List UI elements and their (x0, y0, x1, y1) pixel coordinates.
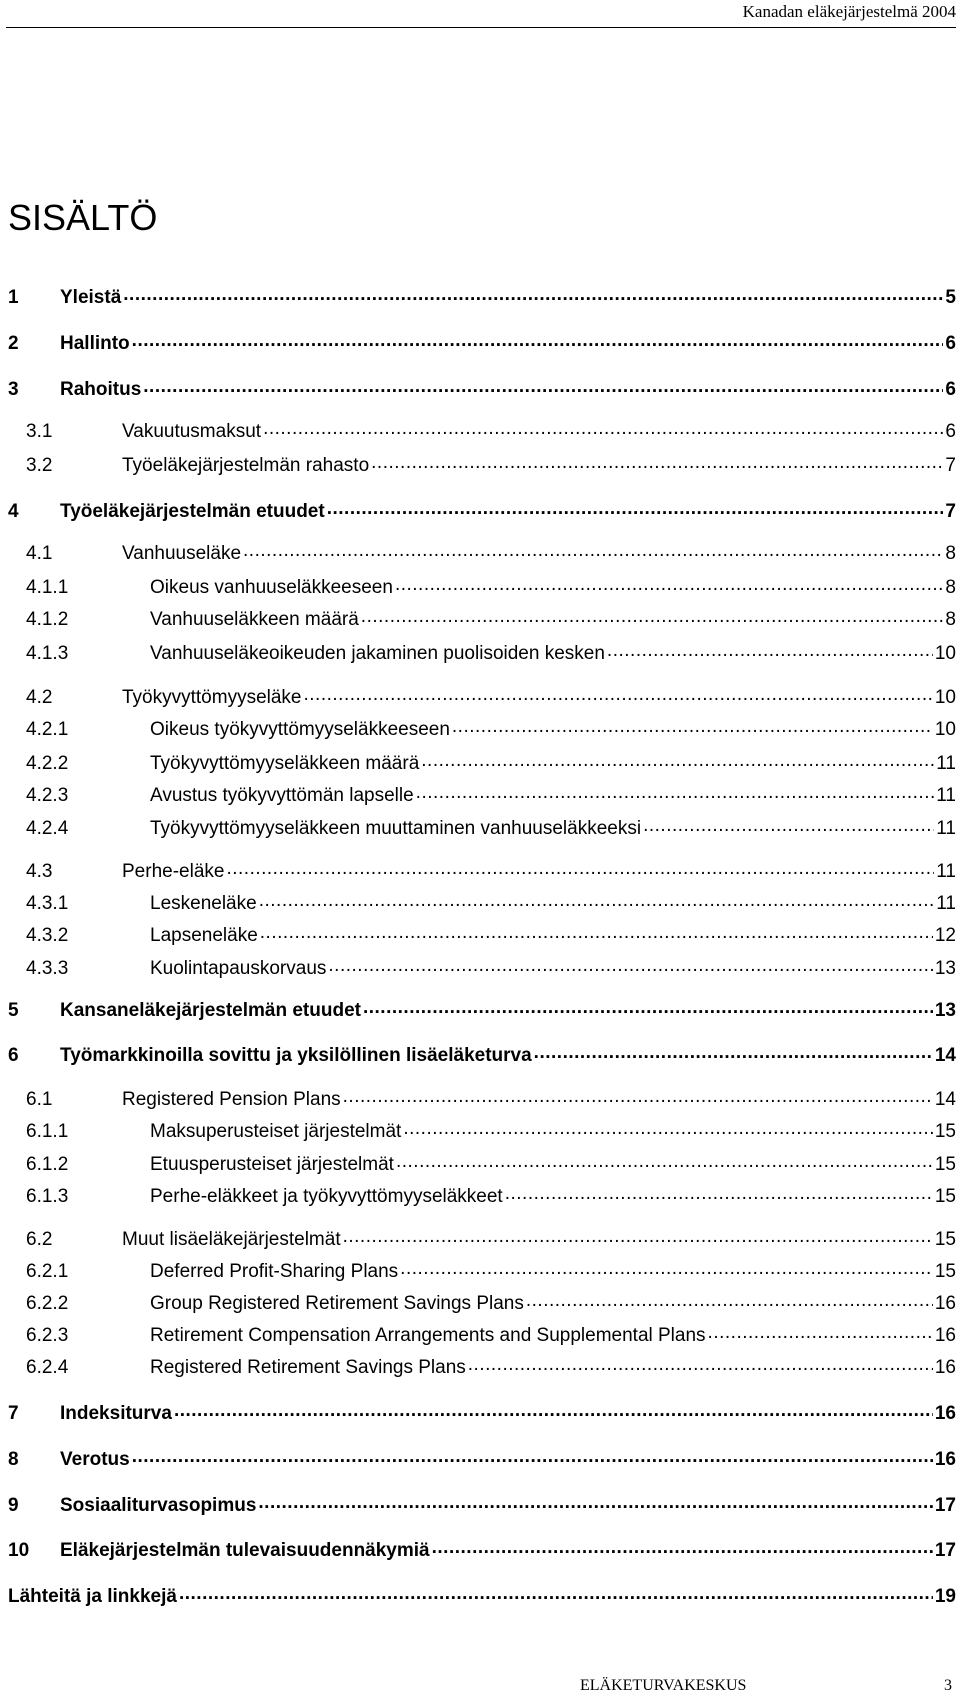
toc-entry-title: Työmarkkinoilla sovittu ja yksilöllinen lisäeläketurva (60, 1045, 532, 1066)
footer-page-number: 3 (944, 1677, 952, 1694)
toc-entry[interactable] (8, 1354, 956, 1378)
toc-entry-number: 5 (8, 1000, 19, 1021)
toc-entry-page: 10 (934, 719, 956, 740)
toc-entry-number: 6.2.1 (26, 1261, 69, 1282)
toc-dot-leader (468, 1354, 933, 1373)
toc-entry-title: Yleistä (60, 287, 122, 308)
toc-entry-title: Etuusperusteiset järjestelmät (150, 1154, 394, 1175)
toc-entry[interactable] (8, 574, 956, 598)
toc-entry-number: 6.1.1 (26, 1121, 69, 1142)
toc-dot-leader (263, 418, 943, 437)
running-footer (580, 1676, 952, 1696)
toc-entry[interactable] (8, 284, 956, 308)
toc-entry-page: 19 (934, 1586, 956, 1607)
toc-entry-title: Perhe-eläke (122, 861, 225, 882)
toc-dot-leader (304, 684, 933, 703)
toc-entry[interactable] (8, 1042, 956, 1066)
toc-entry-page: 6 (945, 421, 956, 442)
toc-entry-title: Työkyvyttömyyseläkkeen määrä (150, 753, 420, 774)
toc-dot-leader (526, 1290, 933, 1309)
toc-entry-title: Registered Retirement Savings Plans (150, 1357, 466, 1378)
toc-entry-number: 10 (8, 1540, 30, 1561)
toc-entry-title: Leskeneläke (150, 893, 257, 914)
toc-entry[interactable] (8, 922, 956, 946)
toc-entry-number: 1 (8, 287, 19, 308)
toc-entry[interactable] (8, 418, 956, 442)
toc-entry[interactable] (8, 376, 956, 400)
toc-entry[interactable] (8, 1446, 956, 1470)
toc-entry-page: 15 (934, 1261, 956, 1282)
toc-entry-page: 5 (945, 287, 956, 308)
toc-entry[interactable] (8, 1492, 956, 1516)
toc-entry-title: Kuolintapauskorvaus (150, 958, 327, 979)
toc-entry-title: Vanhuuseläkeoikeuden jakaminen puolisoiden kesken (150, 643, 605, 664)
toc-dot-leader (371, 452, 943, 471)
toc-entry[interactable] (8, 1322, 956, 1346)
toc-entry-title: Hallinto (60, 333, 130, 354)
toc-entry-number: 6.1 (26, 1089, 53, 1110)
toc-entry-title: Muut lisäeläkejärjestelmät (122, 1229, 341, 1250)
toc-entry-number: 4 (8, 501, 19, 522)
toc-entry-title: Lapseneläke (150, 925, 258, 946)
toc-entry-page: 16 (934, 1293, 956, 1314)
toc-entry-page: 16 (934, 1403, 956, 1424)
toc-entry-number: 4.1.2 (26, 609, 69, 630)
toc-dot-leader (132, 330, 944, 349)
toc-entry[interactable] (8, 997, 956, 1021)
toc-entry-page: 7 (945, 501, 956, 522)
toc-dot-leader (416, 782, 935, 801)
toc-entry[interactable] (8, 540, 956, 564)
toc-dot-leader (226, 858, 934, 877)
toc-entry-title: Rahoitus (60, 379, 142, 400)
toc-dot-leader (143, 376, 943, 395)
toc-entry-title: Vakuutusmaksut (122, 421, 262, 442)
toc-entry-title: Työeläkejärjestelmän etuudet (60, 501, 325, 522)
toc-entry-page: 17 (934, 1495, 956, 1516)
toc-dot-leader (343, 1086, 933, 1105)
toc-entry-number: 3.2 (26, 455, 53, 476)
toc-entry-number: 3 (8, 379, 19, 400)
toc-entry[interactable] (8, 640, 956, 664)
toc-entry[interactable] (8, 955, 956, 979)
toc-entry-number: 4.2.2 (26, 753, 69, 774)
toc-entry-page: 13 (934, 958, 956, 979)
toc-entry[interactable] (8, 1400, 956, 1424)
toc-entry-number: 6.1.2 (26, 1154, 69, 1175)
toc-dot-leader (259, 890, 935, 909)
toc-dot-leader (258, 1492, 932, 1511)
toc-entry[interactable] (8, 858, 956, 882)
toc-entry[interactable] (8, 782, 956, 806)
toc-entry-page: 16 (934, 1325, 956, 1346)
toc-entry-number: 6.2.4 (26, 1357, 69, 1378)
toc-entry[interactable] (8, 1537, 956, 1561)
toc-entry[interactable] (8, 498, 956, 522)
toc-entry-title: Maksuperusteiset järjestelmät (150, 1121, 402, 1142)
toc-entry-page: 6 (945, 379, 956, 400)
toc-entry-number: 6.2.2 (26, 1293, 69, 1314)
toc-entry[interactable] (8, 452, 956, 476)
toc-dot-leader (328, 955, 932, 974)
toc-dot-leader (327, 498, 944, 517)
toc-entry-title: Työkyvyttömyyseläke (122, 687, 302, 708)
toc-entry[interactable] (8, 1151, 956, 1175)
toc-entry-number: 6.2.3 (26, 1325, 69, 1346)
toc-dot-leader (534, 1042, 933, 1061)
toc-entry-title: Vanhuuseläke (122, 543, 242, 564)
toc-entry-title: Oikeus vanhuuseläkkeeseen (150, 577, 393, 598)
toc-entry-number: 8 (8, 1449, 19, 1470)
toc-entry-page: 17 (934, 1540, 956, 1561)
toc-dot-leader (243, 540, 943, 559)
toc-entry-page: 14 (934, 1045, 956, 1066)
toc-entry-page: 16 (934, 1357, 956, 1378)
toc-entry-title: Avustus työkyvyttömän lapselle (150, 785, 414, 806)
toc-entry-page: 11 (936, 818, 956, 839)
toc-entry-number: 4.1 (26, 543, 53, 564)
toc-entry-title: Registered Pension Plans (122, 1089, 341, 1110)
toc-entry-page: 8 (945, 609, 956, 630)
toc-entry-page: 12 (934, 925, 956, 946)
toc-entry[interactable] (8, 1118, 956, 1142)
toc-dot-leader (505, 1183, 933, 1202)
toc-entry-number: 4.2 (26, 687, 53, 708)
toc-entry[interactable] (8, 1258, 956, 1282)
toc-entry-page: 15 (934, 1121, 956, 1142)
toc-entry-number: 6.2 (26, 1229, 53, 1250)
toc-entry-page: 16 (934, 1449, 956, 1470)
toc-entry-title: Sosiaaliturvasopimus (60, 1495, 257, 1516)
toc-entry-page: 14 (934, 1089, 956, 1110)
toc-entry-number: 7 (8, 1403, 19, 1424)
toc-entry-title: Perhe-eläkkeet ja työkyvyttömyyseläkkeet (150, 1186, 503, 1207)
toc-entry-title: Verotus (60, 1449, 130, 1470)
toc-entry[interactable] (8, 750, 956, 774)
toc-entry-title: Vanhuuseläkkeen määrä (150, 609, 359, 630)
toc-entry-title: Työkyvyttömyyseläkkeen muuttaminen vanhuuseläkkeeksi (150, 818, 642, 839)
toc-dot-leader (363, 997, 933, 1016)
running-header-title: Kanadan eläkejärjestelmä 2004 (742, 2, 956, 21)
toc-entry-title: Deferred Profit-Sharing Plans (150, 1261, 399, 1282)
toc-entry-page: 11 (936, 785, 956, 806)
toc-dot-leader (396, 1151, 933, 1170)
toc-entry-page: 10 (934, 687, 956, 708)
toc-entry[interactable] (8, 1290, 956, 1314)
toc-entry-page: 15 (934, 1154, 956, 1175)
toc-entry-number: 4.2.4 (26, 818, 69, 839)
toc-entry[interactable] (8, 606, 956, 630)
toc-entry-number: 4.3.2 (26, 925, 69, 946)
toc-entry-page: 11 (936, 753, 956, 774)
toc-entry-title: Retirement Compensation Arrangements and Supplemental Plans (150, 1325, 706, 1346)
toc-entry-number: 9 (8, 1495, 19, 1516)
toc-dot-leader (260, 922, 933, 941)
toc-entry-title: Indeksiturva (60, 1403, 172, 1424)
toc-entry-title: Lähteitä ja linkkejä (8, 1586, 177, 1607)
toc-entry[interactable] (8, 815, 956, 839)
toc-entry[interactable] (8, 1583, 956, 1607)
toc-entry-page: 11 (936, 893, 956, 914)
toc-entry-title: Työeläkejärjestelmän rahasto (122, 455, 370, 476)
toc-entry-page: 11 (936, 861, 956, 882)
toc-dot-leader (179, 1583, 933, 1602)
toc-entry-number: 6 (8, 1045, 19, 1066)
toc-entry-number: 4.1.1 (26, 577, 69, 598)
toc-entry-page: 7 (945, 455, 956, 476)
toc-dot-leader (343, 1226, 933, 1245)
toc-dot-leader (607, 640, 933, 659)
toc-entry-number: 2 (8, 333, 19, 354)
toc-entry-page: 8 (945, 577, 956, 598)
toc-entry-number: 4.2.3 (26, 785, 69, 806)
toc-dot-leader (361, 606, 944, 625)
toc-entry[interactable] (8, 890, 956, 914)
toc-entry[interactable] (8, 1086, 956, 1110)
toc-entry-title: Kansaneläkejärjestelmän etuudet (60, 1000, 361, 1021)
toc-dot-leader (174, 1400, 933, 1419)
toc-entry[interactable] (8, 1226, 956, 1250)
toc-entry[interactable] (8, 330, 956, 354)
toc-dot-leader (708, 1322, 933, 1341)
toc-dot-leader (123, 284, 943, 303)
toc-entry-page: 10 (934, 643, 956, 664)
toc-entry-number: 6.1.3 (26, 1186, 69, 1207)
toc-dot-leader (403, 1118, 933, 1137)
toc-entry-number: 4.2.1 (26, 719, 69, 740)
footer-organization: ELÄKETURVAKESKUS (580, 1677, 747, 1694)
toc-entry-number: 4.3 (26, 861, 53, 882)
toc-dot-leader (432, 1537, 933, 1556)
toc-entry-title: Oikeus työkyvyttömyyseläkkeeseen (150, 719, 450, 740)
toc-entry-page: 15 (934, 1229, 956, 1250)
toc-entry-number: 4.1.3 (26, 643, 69, 664)
toc-entry-title: Group Registered Retirement Savings Plans (150, 1293, 524, 1314)
toc-dot-leader (421, 750, 934, 769)
toc-entry[interactable] (8, 684, 956, 708)
toc-dot-leader (452, 716, 933, 735)
toc-entry-title: Eläkejärjestelmän tulevaisuudennäkymiä (60, 1540, 430, 1561)
toc-dot-leader (395, 574, 943, 593)
toc-entry-number: 4.3.1 (26, 893, 69, 914)
page-title: SISÄLTÖ (8, 197, 158, 238)
toc-dot-leader (643, 815, 934, 834)
toc-entry[interactable] (8, 716, 956, 740)
toc-entry-number: 4.3.3 (26, 958, 69, 979)
toc-entry-page: 8 (945, 543, 956, 564)
toc-entry[interactable] (8, 1183, 956, 1207)
toc-dot-leader (400, 1258, 933, 1277)
toc-entry-number: 3.1 (26, 421, 53, 442)
toc-entry-page: 6 (945, 333, 956, 354)
toc-dot-leader (132, 1446, 933, 1465)
toc-entry-page: 15 (934, 1186, 956, 1207)
toc-entry-page: 13 (934, 1000, 956, 1021)
